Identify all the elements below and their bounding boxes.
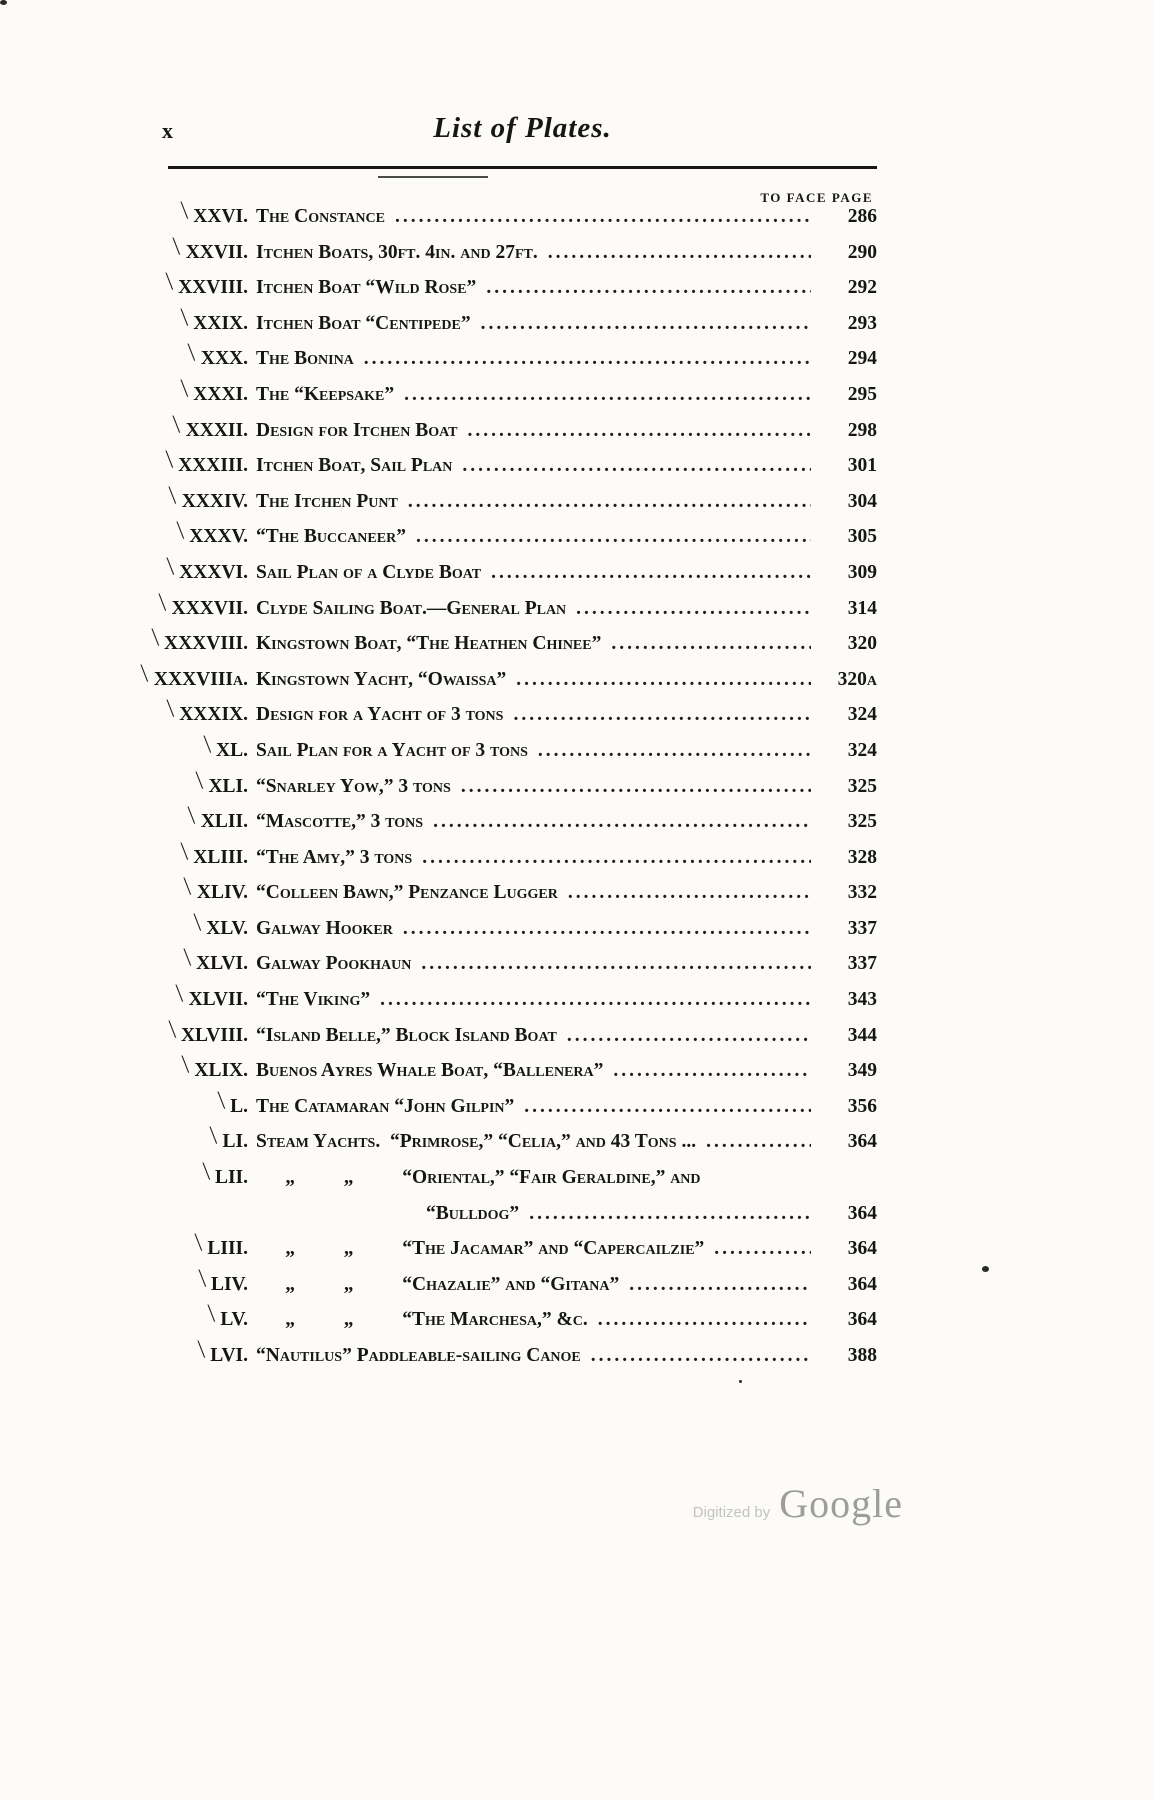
plate-page-number: 364	[847, 1309, 877, 1331]
dot-leader	[403, 918, 811, 940]
plate-number: ╲ XXXI.	[179, 381, 248, 405]
plate-number: ╲ XXVIII.	[163, 274, 248, 299]
plate-entry	[118, 203, 877, 242]
pencil-tick-mark: ╲	[163, 452, 174, 469]
dot-leader	[538, 740, 811, 762]
plate-entry	[118, 630, 877, 669]
page-title: List of Plates.	[433, 112, 612, 144]
pencil-tick-mark: ╲	[167, 488, 178, 505]
dot-leader	[395, 206, 811, 228]
plate-entry	[118, 310, 877, 349]
plate-entry	[118, 417, 877, 456]
scan-speck	[739, 1380, 742, 1383]
plate-title: Kingstown Yacht, “Owaissa”	[256, 668, 507, 690]
pencil-tick-mark: ╲	[186, 345, 197, 362]
plate-entry	[118, 1057, 877, 1096]
plate-title: The “Keepsake”	[256, 383, 395, 405]
plate-title: „ „ “The Jacamar” and “Capercailzie”	[256, 1238, 705, 1260]
dot-leader	[486, 277, 811, 299]
plate-page-number: 325	[847, 775, 877, 797]
dot-leader	[364, 348, 811, 370]
dot-leader	[548, 242, 811, 264]
pencil-tick-mark: ╲	[179, 381, 190, 398]
plate-page-number: 293	[847, 312, 877, 334]
plate-title: “Nautilus” Paddleable-sailing Canoe	[256, 1345, 581, 1366]
plate-number: ╲ XLIII.	[179, 844, 248, 868]
plate-page-number: 301	[847, 455, 877, 477]
plate-title: Design for a Yacht of 3 tons	[256, 704, 504, 726]
digitized-by-label: Digitized by	[692, 1504, 771, 1521]
plate-number: ╲ XLIX.	[180, 1057, 248, 1082]
plate-title: Itchen Boat “Wild Rose”	[256, 277, 477, 299]
plate-title: “The Viking”	[256, 989, 371, 1011]
plate-page-number: 294	[847, 348, 877, 370]
plate-entry	[118, 452, 877, 491]
plate-entry	[118, 1271, 877, 1310]
plate-number: ╲ XLVI.	[181, 951, 248, 975]
plate-page-number: 364	[847, 1238, 877, 1260]
plate-entry	[118, 595, 877, 634]
plate-page-number: 349	[847, 1060, 877, 1082]
plate-page-number: 343	[847, 989, 877, 1011]
plate-title: Kingstown Boat, “The Heathen Chinee”	[256, 633, 602, 655]
plate-title: Design for Itchen Boat	[256, 419, 458, 441]
dot-leader	[408, 491, 811, 513]
plate-title: “Island Belle,” Block Island Boat	[256, 1024, 557, 1046]
dot-leader	[433, 811, 811, 833]
pencil-tick-mark: ╲	[171, 417, 182, 433]
plate-number: ╲ XLVII.	[174, 986, 248, 1011]
dot-leader	[706, 1131, 811, 1153]
plate-page-number: 320	[847, 633, 877, 655]
plate-entry	[118, 844, 877, 883]
plate-number: ╲ XLII.	[186, 808, 248, 833]
pencil-tick-mark: ╲	[174, 986, 185, 1003]
pencil-tick-mark: ╲	[179, 844, 190, 861]
dot-leader	[524, 1096, 811, 1118]
digitized-watermark	[693, 1480, 903, 1527]
plate-entry	[118, 666, 877, 705]
plate-entry	[118, 1309, 877, 1345]
plate-title: “Bulldog”	[426, 1202, 520, 1224]
plate-entry	[118, 1235, 877, 1274]
google-logo: Google	[779, 1481, 903, 1526]
pencil-tick-mark: ╲	[196, 1342, 206, 1359]
dot-leader	[613, 1060, 811, 1082]
plate-title: The Itchen Punt	[256, 490, 398, 512]
plate-title: Steam Yachts. “Primrose,” “Celia,” and 43 Tons ...	[256, 1131, 697, 1153]
plate-page-number: 305	[847, 526, 877, 548]
dot-leader	[462, 455, 811, 477]
plate-title: “Colleen Bawn,” Penzance Lugger	[256, 882, 558, 904]
plate-title: Itchen Boat, Sail Plan	[256, 455, 453, 477]
plate-entry	[118, 879, 877, 918]
pencil-tick-mark: ╲	[196, 1271, 207, 1288]
header-rule	[168, 166, 877, 169]
plate-page-number: 295	[847, 383, 877, 405]
plate-page-number: 356	[847, 1095, 877, 1117]
dot-leader	[529, 1203, 811, 1225]
scan-speck	[0, 0, 7, 5]
plate-number: ╲ XXXVIIIa.	[139, 666, 248, 690]
plate-title: Buenos Ayres Whale Boat, “Ballenera”	[256, 1060, 604, 1082]
dot-leader	[481, 313, 811, 335]
plate-page-number: 364	[847, 1131, 877, 1153]
pencil-tick-mark: ╲	[192, 915, 203, 932]
plate-entry	[118, 523, 877, 562]
plate-number: ╲ L.	[215, 1093, 248, 1117]
plate-title: Itchen Boat “Centipede”	[256, 312, 471, 334]
plate-entry	[118, 1342, 877, 1381]
plate-entry	[118, 1131, 877, 1167]
plate-page-number: 388	[847, 1345, 877, 1366]
plate-number: ╲ XLI.	[194, 773, 248, 797]
plate-page-number: 292	[847, 277, 877, 299]
dot-leader	[416, 526, 811, 548]
pencil-tick-mark: ╲	[149, 630, 160, 647]
plate-page-number: 298	[847, 419, 877, 441]
dot-leader	[422, 847, 811, 869]
dot-leader	[404, 384, 811, 406]
plate-number: ╲ XXX.	[186, 345, 248, 370]
plate-number: ╲ XXXVII.	[157, 595, 248, 619]
plate-number: ╲ XXXIV.	[167, 488, 248, 512]
plate-page-number: 286	[847, 206, 877, 227]
dot-leader	[567, 1025, 811, 1047]
plate-title: Galway Hooker	[256, 917, 393, 939]
pencil-tick-mark: ╲	[182, 879, 193, 896]
pencil-tick-mark: ╲	[157, 595, 168, 611]
scan-speck	[982, 1266, 989, 1272]
pencil-tick-mark: ╲	[206, 1307, 217, 1323]
plate-title: The Catamaran “John Gilpin”	[256, 1095, 515, 1117]
plate-title: „ „ “Oriental,” “Fair Geraldine,” and	[256, 1167, 701, 1189]
plate-entry	[118, 737, 877, 776]
pencil-tick-mark: ╲	[193, 1235, 204, 1252]
plate-number: ╲ XLVIII.	[166, 1022, 248, 1046]
dot-leader	[568, 882, 811, 904]
plate-number: ╲ LIV.	[196, 1271, 248, 1295]
plate-number: ╲ XXXII.	[171, 417, 248, 441]
plate-page-number: 325	[847, 811, 877, 833]
plate-entry	[118, 1203, 877, 1239]
dot-leader	[598, 1309, 811, 1331]
dot-leader	[629, 1274, 811, 1296]
plate-number: ╲ XXIX.	[179, 310, 248, 334]
plate-page-number: 320a	[837, 668, 877, 690]
pencil-tick-mark: ╲	[180, 1057, 191, 1074]
plate-page-number: 364	[847, 1273, 877, 1295]
plate-title: Galway Pookhaun	[256, 953, 412, 975]
pencil-tick-mark: ╲	[175, 523, 186, 540]
dot-leader	[576, 598, 811, 620]
page-folio: x	[162, 118, 173, 143]
pencil-tick-mark: ╲	[215, 1093, 226, 1110]
plate-number: ╲ XXVI.	[179, 203, 248, 227]
plate-page-number: 344	[847, 1024, 877, 1046]
pencil-tick-mark: ╲	[208, 1129, 219, 1145]
plate-entry	[118, 986, 877, 1025]
dot-leader	[714, 1238, 811, 1260]
pencil-tick-mark: ╲	[171, 239, 182, 255]
pencil-tick-mark: ╲	[166, 1022, 177, 1039]
dot-leader	[513, 704, 811, 726]
plate-number: ╲ XXXV.	[175, 523, 248, 548]
plate-page-number: 309	[847, 561, 877, 583]
pencil-tick-mark: ╲	[165, 701, 175, 718]
plate-page-number: 337	[847, 953, 877, 975]
plate-page-number: 324	[847, 739, 877, 761]
dot-leader	[461, 776, 811, 798]
plate-entry	[118, 701, 877, 740]
plate-entry	[118, 953, 877, 989]
plate-title: “Snarley Yow,” 3 tons	[256, 775, 451, 797]
pencil-tick-mark: ╲	[194, 773, 205, 789]
plate-page-number: 314	[847, 597, 877, 619]
pencil-tick-mark: ╲	[179, 203, 190, 220]
plate-title: “Mascotte,” 3 tons	[256, 811, 424, 833]
plate-number: ╲ XXXVI.	[165, 559, 248, 583]
plate-number: ╲ XXXVIII.	[149, 630, 248, 655]
plate-page-number: 304	[847, 490, 877, 512]
dot-leader	[468, 420, 811, 442]
plate-number: ╲ XLIV.	[182, 879, 248, 904]
plate-entry	[118, 559, 877, 598]
plate-page-number: 324	[847, 704, 877, 726]
plate-entry	[118, 274, 877, 313]
pencil-tick-mark: ╲	[186, 808, 197, 825]
plate-number: ╲ XXXIX.	[165, 701, 248, 726]
to-face-page-label: TO FACE PAGE	[760, 190, 873, 205]
plate-number: ╲ LI.	[208, 1129, 248, 1153]
plate-title: „ „ “Chazalie” and “Gitana”	[256, 1273, 620, 1295]
plate-entry	[118, 1022, 877, 1061]
dot-leader	[491, 562, 811, 584]
dot-leader	[591, 1345, 811, 1367]
plate-number: ╲ XLV.	[192, 915, 248, 939]
plate-title: “The Amy,” 3 tons	[256, 846, 413, 868]
plate-title: “The Buccaneer”	[256, 526, 406, 548]
plate-page-number: 328	[847, 846, 877, 868]
plate-entry	[118, 808, 877, 847]
pencil-tick-mark: ╲	[181, 951, 192, 967]
pencil-tick-mark: ╲	[163, 274, 174, 291]
plate-page-number: 290	[847, 241, 877, 263]
plate-number: ╲ XXXIII.	[163, 452, 248, 477]
pencil-tick-mark: ╲	[165, 559, 175, 576]
plate-number: ╲ LV.	[206, 1307, 248, 1331]
dot-leader	[516, 669, 811, 691]
plates-list	[118, 203, 877, 1381]
plate-entry	[118, 345, 877, 384]
plate-entry	[118, 381, 877, 420]
pencil-tick-mark: ╲	[179, 310, 190, 327]
dot-leader	[611, 633, 811, 655]
plate-entry	[118, 773, 877, 812]
plate-number: ╲ LII.	[200, 1164, 248, 1189]
header-rule-dash	[378, 176, 488, 178]
plate-number: ╲ XL.	[201, 737, 248, 761]
plate-page-number: 337	[847, 917, 877, 939]
plate-title: „ „ “The Marchesa,” &c.	[256, 1309, 588, 1331]
plate-number: ╲ LVI.	[196, 1342, 248, 1366]
plate-entry	[118, 488, 877, 527]
plate-title: Itchen Boats, 30ft. 4in. and 27ft.	[256, 241, 538, 263]
plate-number: ╲ XXVII.	[171, 239, 248, 263]
plate-title: Sail Plan of a Clyde Boat	[256, 561, 482, 583]
plate-page-number: 332	[847, 882, 877, 904]
plate-entry	[118, 1164, 877, 1203]
plate-entry	[118, 239, 877, 278]
plate-title: The Bonina	[256, 348, 354, 370]
dot-leader	[421, 953, 811, 975]
plate-page-number: 364	[847, 1202, 877, 1224]
plate-title: The Constance	[256, 206, 385, 227]
plate-title: Clyde Sailing Boat.—General Plan	[256, 597, 567, 619]
plate-number: ╲ LIII.	[193, 1235, 248, 1260]
pencil-tick-mark: ╲	[200, 1164, 211, 1181]
plate-title: Sail Plan for a Yacht of 3 tons	[256, 739, 528, 761]
plate-entry	[118, 1093, 877, 1132]
pencil-tick-mark: ╲	[139, 666, 150, 683]
dot-leader	[380, 989, 811, 1011]
plate-entry	[118, 915, 877, 954]
pencil-tick-mark: ╲	[201, 737, 212, 754]
